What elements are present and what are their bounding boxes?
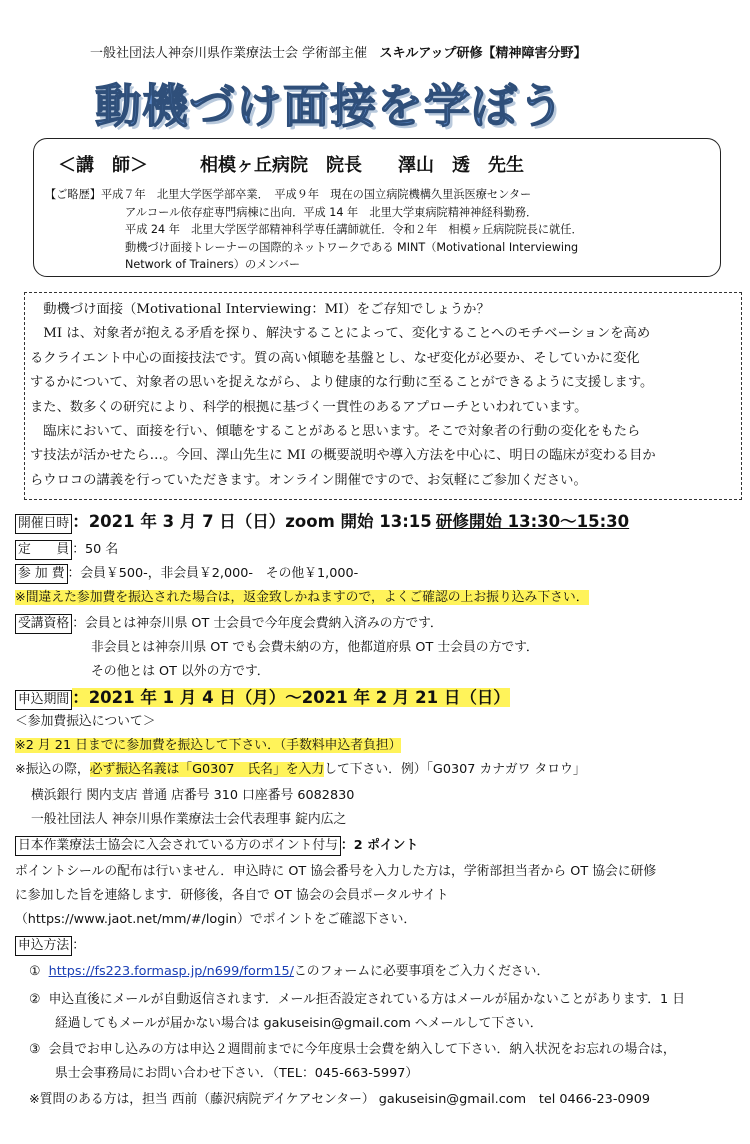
points-row (15, 834, 418, 856)
transfer-heading: ＜参加費振込について＞ (15, 714, 156, 729)
intro-line: す技法が活かせたら…。今回、澤山先生に MI の概要説明や導入方法を中心に、明日の臨床が変わる目か (30, 448, 656, 464)
fee-row (15, 562, 358, 584)
period-label: 申込期間 (15, 690, 72, 710)
intro-line: らウロコの講義を行っていただきます。オンライン開催ですので、お気軽にご参加ください。 (30, 472, 587, 488)
apply-step-3-cont: 県士会事務局にお問い合わせ下さい．（TEL：045-663-5997） (55, 1066, 419, 1081)
period-value: ：2021 年 1 月 4 日（月）〜2021 年 2 月 21 日（日） (72, 688, 510, 707)
series: スキルアップ研修【精神障害分野】 (379, 46, 587, 61)
transfer-note-1: ※2 月 21 日までに参加費を振込して下さい．（手数料申込者負担） (15, 738, 402, 753)
capacity-row (15, 538, 118, 560)
apply-row: 申込方法 ： (15, 934, 85, 956)
apply-label: 申込方法 (15, 936, 72, 956)
apply-step-3: ③ 会員でお申し込みの方は申込２週間前までに今年度県士会費を納入して下さい．納入状況をお忘れの場合は， (29, 1042, 676, 1057)
lecturer-label: ＜講 師＞ (58, 155, 148, 176)
points-value: ：2 ポイント (340, 838, 419, 853)
fee-label: 参 加 費 (15, 564, 68, 584)
points-label: 日本作業療法士協会に入会されている方のポイント付与 (15, 836, 341, 856)
profile-label: 【ご略歴】 (45, 188, 101, 201)
date-value: ：2021 年 3 月 7 日（日）zoom 開始 13:15 (72, 512, 432, 531)
period-row (15, 684, 510, 710)
qualification-line: その他とは OT 以外の方です． (91, 664, 270, 679)
contact: ※質問のある方は，担当 西前（藤沢病院デイケアセンター） gakuseisin@gmail.com tel 0466-23-0909 (29, 1092, 651, 1107)
apply-step-1: ① https://fs223.formasp.jp/n699/form15/このフォームに必要事項をご入力ください． (29, 964, 550, 979)
qualification-line: 非会員とは神奈川県 OT でも会費未納の方，他都道府県 OT 士会員の方です． (91, 640, 539, 655)
qualification-label: 受講資格 (15, 614, 72, 634)
profile-line: 動機づけ面接トレーナーの国際的ネットワークである MINT（Motivational Interviewing (125, 240, 579, 254)
profile-line: 平成７年 北里大学医学部卒業． 平成９年 現在の国立病院機構久里浜医療センター (100, 188, 532, 201)
lecturer-profile (45, 186, 583, 274)
transfer-note-2: ※振込の際，必ず振込名義は「G0307 氏名」を入力して下さい．例）「G0307 カナガワ タロウ」 (15, 762, 586, 777)
page-title: 動機づけ面接を学ぼう (95, 79, 565, 133)
profile-line: 平成 24 年 北里大学医学部精神科学専任講師就任．令和２年 相模ヶ丘病院院長に就任． (125, 223, 583, 236)
points-line: （https://www.jaot.net/mm/#/login）でポイントをご確認下さい． (15, 912, 417, 927)
intro-line: MI は、対象者が抱える矛盾を探り、解決することによって、変化することへのモチベーションを高め (30, 326, 651, 342)
profile-line: Network of Trainers）のメンバー (125, 258, 301, 271)
apply-step-2: ② 申込直後にメールが自動返信されます．メール拒否設定されている方はメールが届かないことがあります．1 日 (29, 992, 686, 1007)
lecturer-name: 相模ヶ丘病院 院長 澤山 透 先生 (200, 155, 524, 176)
fee-note: ※間違えた参加費を振込された場合は，返金致しかねますので，よくご確認の上お振り込み下さい． (15, 590, 589, 605)
account-name: 一般社団法人 神奈川県作業療法士会代表理事 錠内広之 (31, 812, 347, 827)
form-link[interactable]: https://fs223.formasp.jp/n699/form15/ (48, 964, 294, 979)
date-value-2: 研修開始 13:30〜15:30 (435, 512, 630, 531)
header (90, 42, 587, 61)
date-label: 開催日時 (15, 514, 72, 534)
date-row (15, 508, 629, 534)
intro-line: るクライエント中心の面接技法です。質の高い傾聴を基盤とし、なぜ変化が必要か、そしていかに変化 (30, 350, 640, 366)
points-line: に参加した旨を連絡します．研修後，各自で OT 協会の会員ポータルサイト (15, 888, 449, 903)
intro-line: また、数多くの研究により、科学的根拠に基づく一貫性のあるアプローチといわれています。 (30, 399, 588, 415)
fee-value: ：会員￥500-，非会員￥2,000- その他￥1,000- (67, 566, 359, 581)
intro-line: するかについて、対象者の思いを捉えながら、より健康的な行動に至ることができるように支援します。 (30, 375, 654, 391)
points-line: ポイントシールの配布は行いません．申込時に OT 協会番号を入力した方は，学術部担当者から OT 協会に研修 (15, 864, 657, 879)
intro-line: 臨床において、面接を行い、傾聴をすることがあると思います。そこで対象者の行動の変化をもたら (30, 424, 641, 440)
qualification-row (15, 612, 443, 634)
capacity-value: ：50 名 (72, 542, 119, 557)
profile-line: アルコール依存症専門病棟に出向．平成 14 年 北里大学東病院精神神経科勤務． (125, 205, 538, 219)
bank-info: 横浜銀行 関内支店 普通 店番号 310 口座番号 6082830 (31, 788, 355, 803)
apply-step-2-cont: 経過してもメールが届かない場合は gakuseisin@gmail.com へメールして下さい． (55, 1016, 543, 1031)
capacity-label: 定 員 (15, 540, 72, 560)
qualification-line: ：会員とは神奈川県 OT 士会員で今年度会費納入済みの方です． (72, 616, 443, 631)
organizer: 一般社団法人神奈川県作業療法士会 学術部主催 (90, 46, 368, 61)
intro-line: 動機づけ面接（Motivational Interviewing：MI）をご存知でしょうか？ (30, 302, 490, 317)
intro-text (30, 298, 742, 493)
